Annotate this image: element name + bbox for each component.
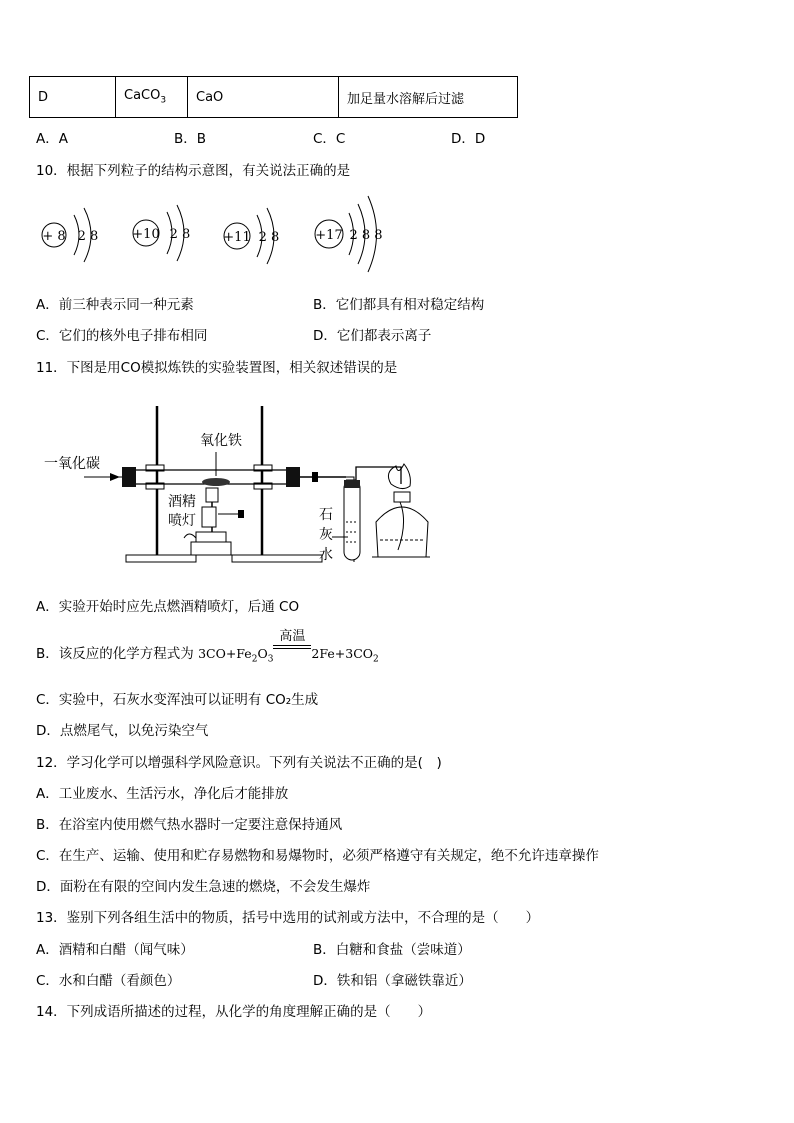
- particle-diagram-4: [315, 196, 383, 272]
- label-lamp-1: 酒精: [168, 494, 196, 510]
- nucleus-label-4: +17: [315, 228, 343, 243]
- q13-option-c: C．水和白醋（看颜色）: [36, 973, 181, 989]
- q10-option-c: C．它们的核外电子排布相同: [36, 328, 208, 344]
- label-limewater-3: 水: [319, 547, 333, 563]
- shell-label-1: 2 8: [77, 229, 99, 244]
- q9-option-b: B．B: [174, 131, 207, 147]
- nucleus-label-3: +11: [223, 230, 251, 245]
- q13-stem: 13．鉴别下列各组生活中的物质，括号中选用的试剂或方法中，不合理的是（ ）: [36, 910, 540, 926]
- table-cell-option: D: [30, 77, 116, 118]
- q12-option-a: A．工业废水、生活污水，净化后才能排放: [36, 786, 289, 802]
- label-iron-oxide: 氧化铁: [200, 433, 242, 449]
- q13-option-b: B．白糖和食盐（尝味道）: [313, 942, 471, 958]
- q11-option-c: C．实验中，石灰水变浑浊可以证明有 CO₂生成: [36, 692, 319, 708]
- particle-diagrams: [36, 190, 396, 280]
- label-limewater-2: 灰: [319, 527, 333, 543]
- q12-option-d: D．面粉在有限的空间内发生急速的燃烧，不会发生爆炸: [36, 879, 371, 895]
- nucleus-label-1: + 8: [42, 229, 66, 244]
- q9-option-a: A．A: [36, 131, 68, 147]
- q10-option-d: D．它们都表示离子: [313, 328, 432, 344]
- q14-stem: 14．下列成语所描述的过程，从化学的角度理解正确的是（ ）: [36, 1004, 432, 1020]
- q9-option-c: C．C: [313, 131, 346, 147]
- q10-option-b: B．它们都具有相对稳定结构: [313, 297, 485, 313]
- label-limewater-1: 石: [319, 507, 333, 523]
- q10-option-a: A．前三种表示同一种元素: [36, 297, 194, 313]
- table-cell-method: 加足量水溶解后过滤: [339, 77, 518, 118]
- q12-option-c: C．在生产、运输、使用和贮存易燃物和易爆物时，必须严格遵守有关规定，绝不允许违章操作: [36, 848, 599, 864]
- shell-label-2: 2 8: [169, 227, 191, 242]
- label-co: 一氧化碳: [44, 456, 100, 472]
- reaction-condition: 高温: [279, 629, 306, 644]
- q10-stem: 10．根据下列粒子的结构示意图，有关说法正确的是: [36, 163, 351, 179]
- table-row: [30, 77, 518, 118]
- equals-sign: [273, 645, 311, 649]
- particle-diagram-1: [42, 208, 98, 262]
- q11-option-b: B．该反应的化学方程式为 $3CO+Fe_2O_3$ 高温 $2Fe+3CO_2$: [36, 629, 379, 665]
- q12-option-b: B．在浴室内使用燃气热水器时一定要注意保持通风: [36, 817, 343, 833]
- nucleus-label-2: +10: [132, 227, 160, 242]
- q12-stem: 12．学习化学可以增强科学风险意识。下列有关说法不正确的是( ): [36, 755, 442, 771]
- answer-table: [29, 76, 518, 118]
- q11-stem: 11．下图是用CO模拟炼铁的实验装置图，相关叙述错误的是: [36, 360, 398, 376]
- table-cell-impurity: CaO: [188, 77, 339, 118]
- q13-option-d: D．铁和铝（拿磁铁靠近）: [313, 973, 472, 989]
- iron-smelting-apparatus: [36, 392, 436, 582]
- shell-label-4: 2 8 8: [349, 228, 383, 243]
- particle-diagram-2: [132, 205, 190, 261]
- q11-option-d: D．点燃尾气，以免污染空气: [36, 723, 209, 739]
- label-lamp-2: 喷灯: [168, 513, 196, 529]
- particle-diagram-3: [223, 208, 279, 264]
- shell-label-3: 2 8: [258, 230, 280, 245]
- q13-option-a: A．酒精和白醋（闻气味）: [36, 942, 194, 958]
- q9-option-d: D．D: [451, 131, 486, 147]
- table-cell-substance: CaCO$_3$: [116, 77, 188, 118]
- q11-option-a: A．实验开始时应先点燃酒精喷灯，后通 CO: [36, 599, 300, 615]
